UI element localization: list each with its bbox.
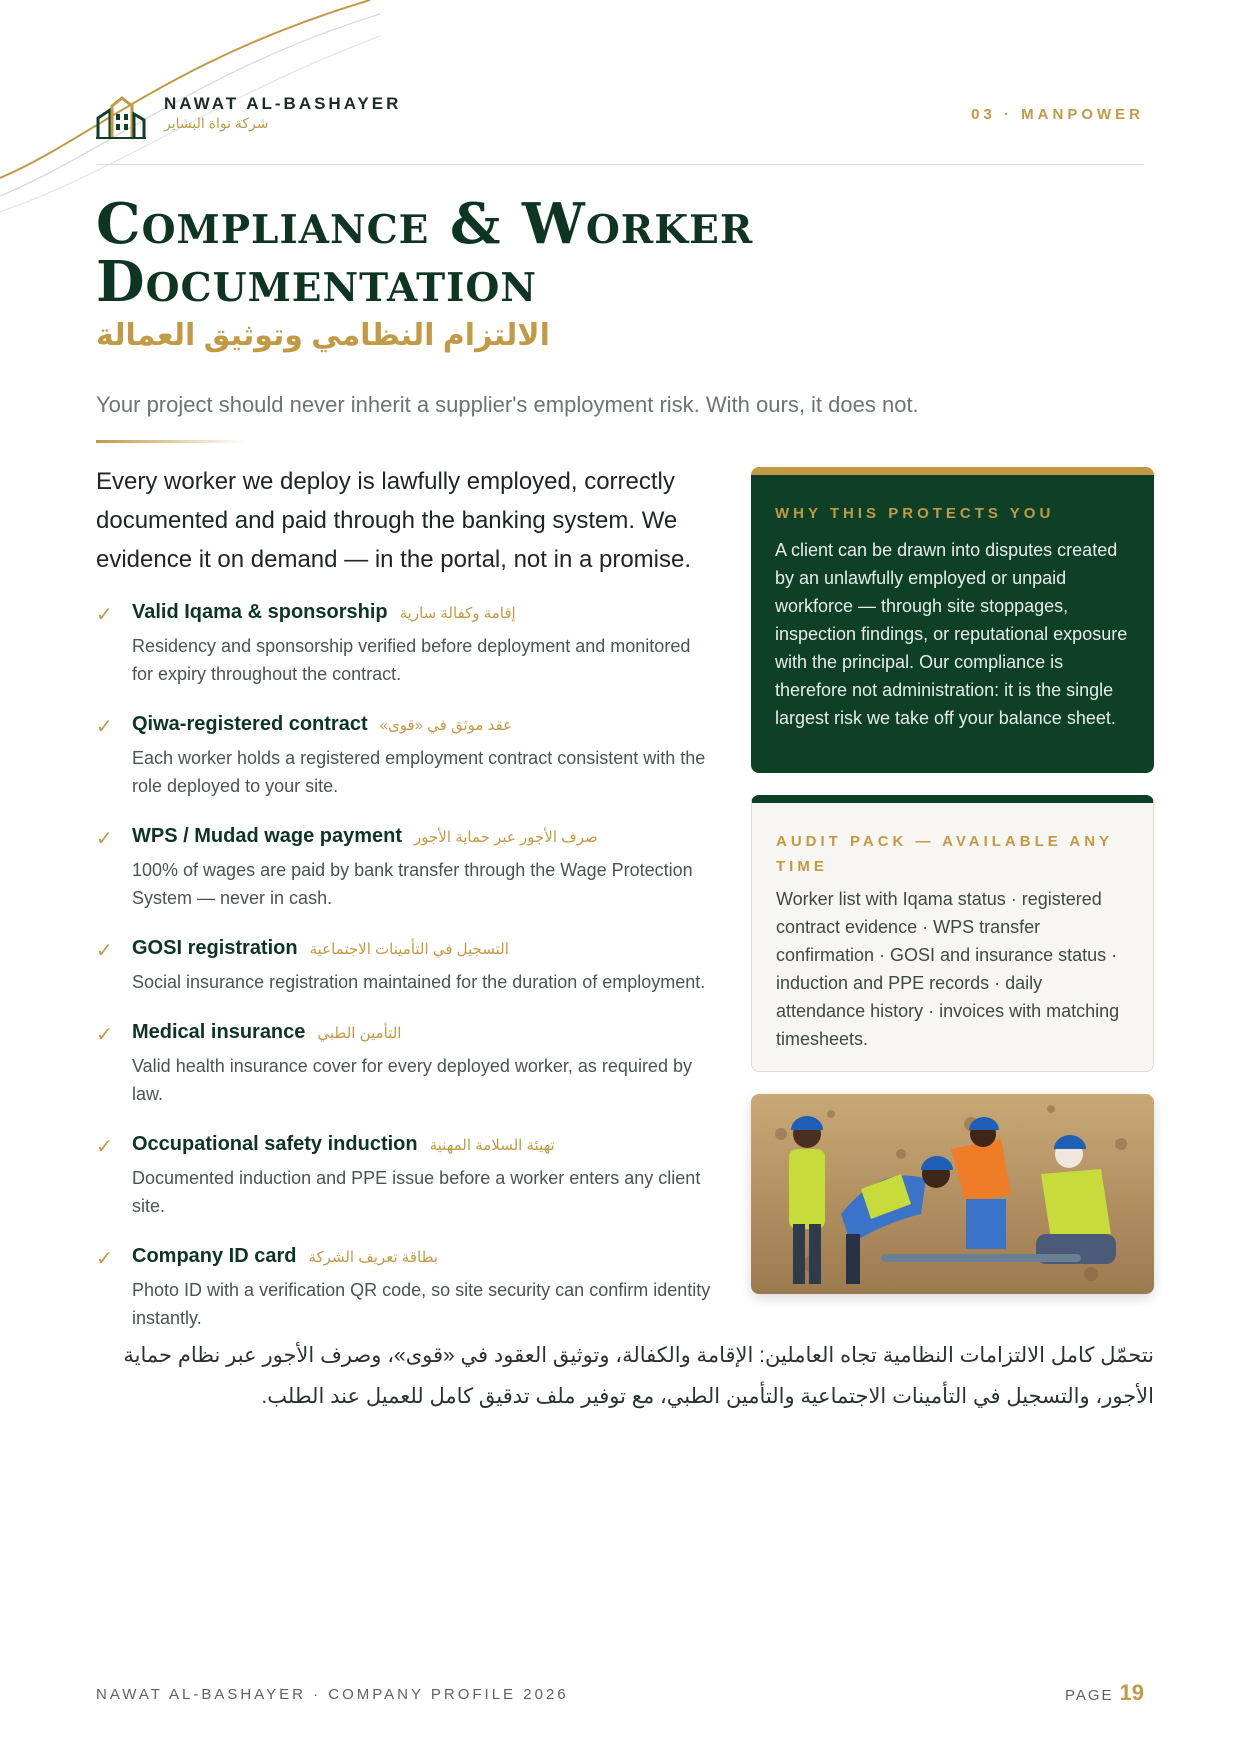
protection-card-label: WHY THIS PROTECTS YOU [775, 505, 1055, 522]
checklist-item-title: Occupational safety induction [132, 1133, 418, 1155]
check-icon: ✓ [96, 1024, 113, 1046]
checklist-item-description: Each worker holds a registered employment contract consistent with the role deployed to your site. [132, 748, 706, 796]
checklist-item-description: 100% of wages are paid by bank transfer through the Wage Protection System — never in cash. [132, 860, 693, 908]
checklist-item-title: Valid Iqama & sponsorship [132, 601, 388, 623]
audit-pack-card-label: AUDIT PACK — AVAILABLE ANY TIME [776, 833, 1113, 875]
compliance-checklist [96, 598, 716, 1354]
checklist-item [96, 710, 716, 800]
page-title-arabic: الالتزام النظامي وتوثيق العمالة [96, 319, 550, 352]
gold-divider [96, 440, 246, 443]
checklist-item-arabic: التسجيل في التأمينات الاجتماعية [309, 941, 509, 958]
section-tag: 03 · MANPOWER [971, 106, 1144, 123]
checklist-item-arabic: التأمين الطبي [317, 1025, 402, 1042]
checklist-item-arabic: عقد موثق في «قوى» [379, 717, 513, 734]
audit-pack-card-text: Worker list with Iqama status · registered contract evidence · WPS transfer confirmation · GOSI and insurance status · induction and PPE records · daily attendance history · invoices with matching timesheets. [776, 889, 1120, 1049]
check-icon: ✓ [96, 828, 113, 850]
checklist-item-description: Valid health insurance cover for every deployed worker, as required by law. [132, 1056, 692, 1104]
checklist-item [96, 822, 716, 912]
protection-card-text: A client can be drawn into disputes created by an unlawfully employed or unpaid workforce — through site stoppages, inspection findings, or reputational exposure with the principal. Our compliance is therefore not administration: it is the single largest risk we take off your balance sheet. [775, 540, 1128, 728]
checklist-item-description: Social insurance registration maintained for the duration of employment. [132, 972, 706, 992]
protection-card [751, 467, 1154, 773]
checklist-item-description: Photo ID with a verification QR code, so site security can confirm identity instantly. [132, 1280, 711, 1328]
checklist-item [96, 1018, 716, 1108]
check-icon: ✓ [96, 716, 113, 738]
checklist-item [96, 1242, 716, 1332]
page-number: 19 [1119, 1680, 1144, 1705]
checklist-item-arabic: بطاقة تعريف الشركة [308, 1249, 439, 1266]
checklist-item-title: Company ID card [132, 1245, 297, 1267]
checklist-item-description: Documented induction and PPE issue before a worker enters any client site. [132, 1168, 701, 1216]
checklist-item [96, 598, 716, 688]
workers-photo [751, 1094, 1154, 1294]
checklist-item [96, 1130, 716, 1220]
page-label: PAGE [1064, 1687, 1114, 1704]
footer-text: NAWAT AL-BASHAYER · COMPANY PROFILE 2026 [96, 1686, 569, 1703]
page-number-block [1065, 1680, 1144, 1706]
arabic-summary: نتحمّل كامل الالتزامات النظامية تجاه العاملين: الإقامة والكفالة، وتوثيق العقود في «قوى»، وصرف الأجور عبر نظام حماية الأجور، والتسجيل في التأمينات الاجتماعية والتأمين الطبي، مع توفير ملف تدقيق كامل للعميل عند الطلب. [123, 1344, 1154, 1408]
checklist-item [96, 934, 716, 996]
checklist-item-title: WPS / Mudad wage payment [132, 825, 403, 847]
checklist-item-title: Medical insurance [132, 1021, 306, 1043]
checklist-item-arabic: تهيئة السلامة المهنية [429, 1137, 555, 1154]
intro-paragraph: Every worker we deploy is lawfully employed, correctly documented and paid through the banking system. We evidence it on demand — in the portal, not in a promise. [96, 468, 692, 573]
brand [164, 94, 401, 132]
check-icon: ✓ [96, 1136, 113, 1158]
building-logo-icon [96, 96, 146, 140]
checklist-item-arabic: إقامة وكفالة سارية [399, 605, 516, 622]
brand-name-arabic: شركة نواة البشاير [164, 115, 269, 131]
page-subtitle: Your project should never inherit a supplier's employment risk. With ours, it does not. [96, 392, 919, 417]
check-icon: ✓ [96, 1248, 113, 1270]
checklist-item-arabic: صرف الأجور عبر حماية الأجور [414, 829, 598, 846]
checklist-item-description: Residency and sponsorship verified before deployment and monitored for expiry throughout the contract. [132, 636, 691, 684]
page-header [96, 92, 1144, 165]
check-icon: ✓ [96, 940, 113, 962]
audit-pack-card [751, 795, 1154, 1072]
checklist-item-title: Qiwa-registered contract [132, 713, 368, 735]
brand-name: NAWAT AL-BASHAYER [164, 94, 402, 113]
check-icon: ✓ [96, 604, 113, 626]
page-title: Compliance & Worker Documentation [96, 191, 754, 315]
checklist-item-title: GOSI registration [132, 937, 298, 959]
